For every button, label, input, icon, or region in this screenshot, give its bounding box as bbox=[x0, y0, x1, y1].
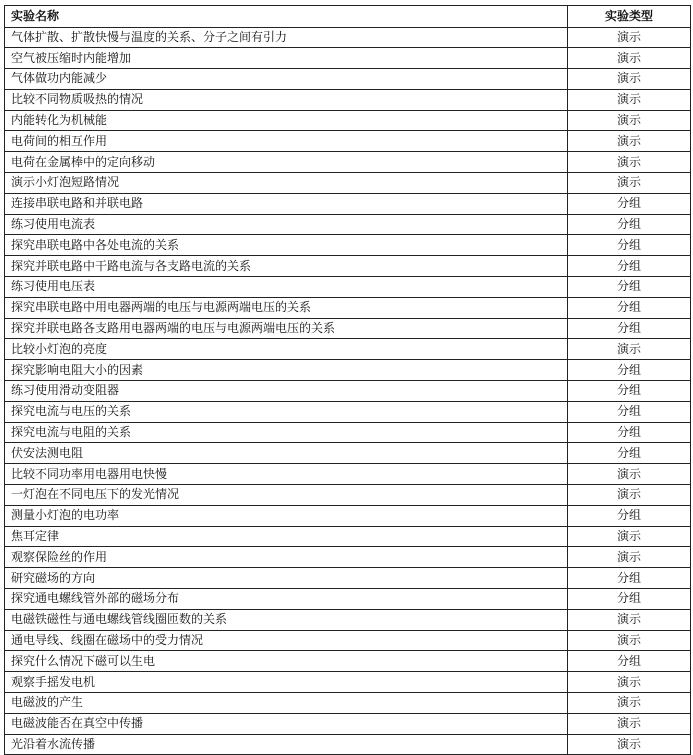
experiment-type-cell: 演示 bbox=[568, 547, 691, 568]
table-row bbox=[5, 568, 691, 589]
table-row bbox=[5, 256, 691, 277]
table-row bbox=[5, 297, 691, 318]
experiment-name-cell: 练习使用滑动变阻器 bbox=[5, 381, 568, 402]
experiment-type-cell: 演示 bbox=[568, 27, 691, 48]
table-row bbox=[5, 672, 691, 693]
experiment-type-cell: 演示 bbox=[568, 152, 691, 173]
experiment-name-cell: 电荷间的相互作用 bbox=[5, 131, 568, 152]
experiment-name-cell: 观察手摇发电机 bbox=[5, 672, 568, 693]
table-body bbox=[5, 27, 691, 755]
table-row bbox=[5, 630, 691, 651]
table-row bbox=[5, 547, 691, 568]
experiment-name-cell: 气体做功内能减少 bbox=[5, 69, 568, 90]
experiment-type-cell: 演示 bbox=[568, 131, 691, 152]
experiment-type-cell: 分组 bbox=[568, 381, 691, 402]
experiment-type-cell: 演示 bbox=[568, 69, 691, 90]
table-row bbox=[5, 152, 691, 173]
table-row bbox=[5, 339, 691, 360]
experiment-name-cell: 测量小灯泡的电功率 bbox=[5, 505, 568, 526]
table-row bbox=[5, 422, 691, 443]
experiment-type-cell: 演示 bbox=[568, 339, 691, 360]
table-row bbox=[5, 173, 691, 194]
experiment-name-cell: 探究并联电路各支路用电器两端的电压与电源两端电压的关系 bbox=[5, 318, 568, 339]
experiment-type-cell: 分组 bbox=[568, 422, 691, 443]
experiment-name-cell: 比较不同功率用电器用电快慢 bbox=[5, 464, 568, 485]
experiment-type-cell: 分组 bbox=[568, 297, 691, 318]
experiment-type-cell: 演示 bbox=[568, 693, 691, 714]
experiment-name-cell: 观察保险丝的作用 bbox=[5, 547, 568, 568]
table-row bbox=[5, 526, 691, 547]
table-header-row bbox=[5, 6, 691, 28]
table-row bbox=[5, 713, 691, 734]
experiment-name-cell: 电荷在金属棒中的定向移动 bbox=[5, 152, 568, 173]
table-row bbox=[5, 734, 691, 755]
experiment-type-cell: 分组 bbox=[568, 651, 691, 672]
experiment-type-cell: 演示 bbox=[568, 48, 691, 69]
table-row bbox=[5, 693, 691, 714]
experiment-name-cell: 探究串联电路中各处电流的关系 bbox=[5, 235, 568, 256]
table-row bbox=[5, 464, 691, 485]
experiment-name-cell: 研究磁场的方向 bbox=[5, 568, 568, 589]
experiment-type-cell: 分组 bbox=[568, 235, 691, 256]
experiment-type-cell: 演示 bbox=[568, 630, 691, 651]
experiment-type-cell: 演示 bbox=[568, 110, 691, 131]
experiment-type-cell: 演示 bbox=[568, 734, 691, 755]
experiment-name-cell: 电磁波能否在真空中传播 bbox=[5, 713, 568, 734]
experiment-type-cell: 分组 bbox=[568, 568, 691, 589]
table-row bbox=[5, 381, 691, 402]
experiment-name-cell: 探究电流与电阻的关系 bbox=[5, 422, 568, 443]
experiment-name-cell: 比较不同物质吸热的情况 bbox=[5, 89, 568, 110]
experiment-type-cell: 演示 bbox=[568, 713, 691, 734]
experiment-type-cell: 分组 bbox=[568, 256, 691, 277]
experiment-name-cell: 练习使用电流表 bbox=[5, 214, 568, 235]
experiment-name-cell: 焦耳定律 bbox=[5, 526, 568, 547]
experiment-name-cell: 探究电流与电压的关系 bbox=[5, 401, 568, 422]
experiment-name-cell: 电磁铁磁性与通电螺线管线圈匝数的关系 bbox=[5, 609, 568, 630]
experiment-name-cell: 电磁波的产生 bbox=[5, 693, 568, 714]
experiment-name-cell: 内能转化为机械能 bbox=[5, 110, 568, 131]
experiment-type-cell: 演示 bbox=[568, 173, 691, 194]
experiment-name-cell: 空气被压缩时内能增加 bbox=[5, 48, 568, 69]
table-row bbox=[5, 651, 691, 672]
experiment-name-cell: 伏安法测电阻 bbox=[5, 443, 568, 464]
table-row bbox=[5, 401, 691, 422]
experiment-type-cell: 分组 bbox=[568, 214, 691, 235]
table-row bbox=[5, 277, 691, 298]
experiment-table bbox=[4, 5, 691, 755]
experiment-name-cell: 通电导线、线圈在磁场中的受力情况 bbox=[5, 630, 568, 651]
experiment-type-cell: 演示 bbox=[568, 485, 691, 506]
experiment-name-cell: 探究串联电路中用电器两端的电压与电源两端电压的关系 bbox=[5, 297, 568, 318]
table-row bbox=[5, 193, 691, 214]
experiment-type-cell: 分组 bbox=[568, 401, 691, 422]
experiment-name-cell: 演示小灯泡短路情况 bbox=[5, 173, 568, 194]
experiment-type-cell: 分组 bbox=[568, 193, 691, 214]
experiment-type-cell: 演示 bbox=[568, 609, 691, 630]
table-row bbox=[5, 235, 691, 256]
experiment-name-cell: 探究并联电路中干路电流与各支路电流的关系 bbox=[5, 256, 568, 277]
table-row bbox=[5, 505, 691, 526]
experiment-name-cell: 比较小灯泡的亮度 bbox=[5, 339, 568, 360]
experiment-type-cell: 分组 bbox=[568, 443, 691, 464]
experiment-type-cell: 分组 bbox=[568, 505, 691, 526]
experiment-type-cell: 分组 bbox=[568, 318, 691, 339]
table-row bbox=[5, 214, 691, 235]
experiment-name-cell: 探究影响电阻大小的因素 bbox=[5, 360, 568, 381]
table-row bbox=[5, 485, 691, 506]
table-row bbox=[5, 48, 691, 69]
experiment-type-cell: 分组 bbox=[568, 277, 691, 298]
experiment-name-cell: 光沿着水流传播 bbox=[5, 734, 568, 755]
experiment-name-cell: 探究什么情况下磁可以生电 bbox=[5, 651, 568, 672]
table-row bbox=[5, 27, 691, 48]
header-experiment-type: 实验类型 bbox=[568, 6, 691, 28]
experiment-type-cell: 分组 bbox=[568, 360, 691, 381]
experiment-name-cell: 练习使用电压表 bbox=[5, 277, 568, 298]
table-row bbox=[5, 360, 691, 381]
table-row bbox=[5, 69, 691, 90]
experiment-name-cell: 一灯泡在不同电压下的发光情况 bbox=[5, 485, 568, 506]
table-row bbox=[5, 131, 691, 152]
table-row bbox=[5, 589, 691, 610]
experiment-type-cell: 演示 bbox=[568, 526, 691, 547]
experiment-type-cell: 演示 bbox=[568, 672, 691, 693]
experiment-type-cell: 分组 bbox=[568, 589, 691, 610]
table-row bbox=[5, 609, 691, 630]
experiment-name-cell: 连接串联电路和并联电路 bbox=[5, 193, 568, 214]
table-row bbox=[5, 110, 691, 131]
table-row bbox=[5, 443, 691, 464]
table-row bbox=[5, 89, 691, 110]
header-experiment-name: 实验名称 bbox=[5, 6, 568, 28]
table-row bbox=[5, 318, 691, 339]
experiment-name-cell: 气体扩散、扩散快慢与温度的关系、分子之间有引力 bbox=[5, 27, 568, 48]
experiment-name-cell: 探究通电螺线管外部的磁场分布 bbox=[5, 589, 568, 610]
experiment-type-cell: 演示 bbox=[568, 89, 691, 110]
experiment-type-cell: 演示 bbox=[568, 464, 691, 485]
